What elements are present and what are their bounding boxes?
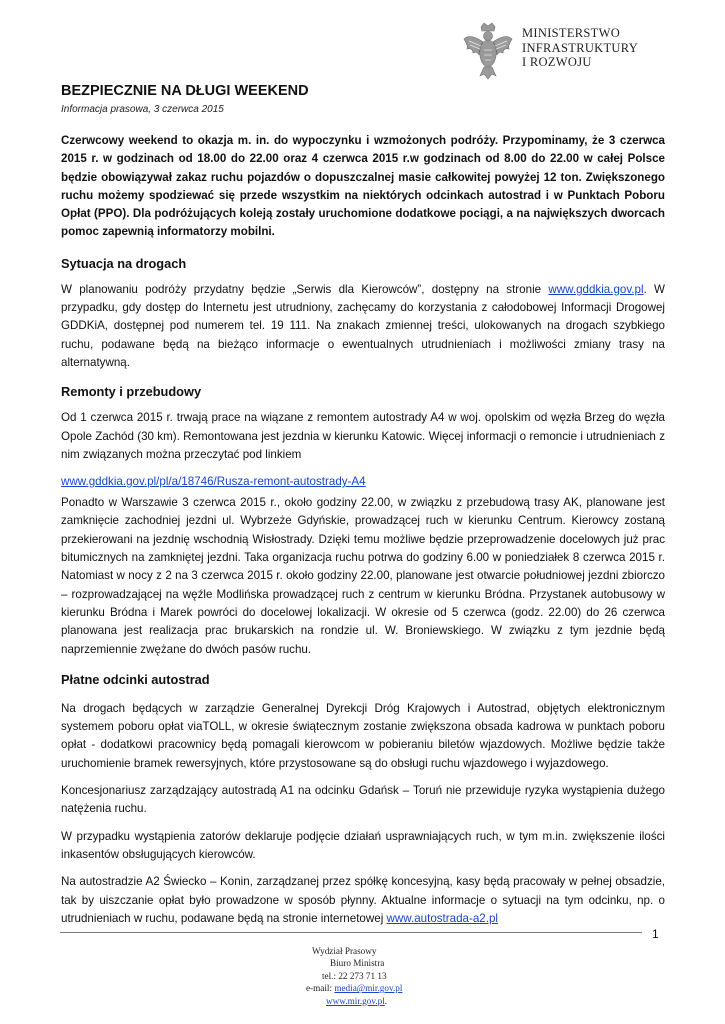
article-body	[61, 82, 665, 928]
website-link[interactable]: www.mir.gov.pl	[326, 995, 385, 1006]
footer-office: Biuro Ministra	[330, 958, 385, 969]
autostrada-a2-link[interactable]: www.autostrada-a2.pl	[386, 911, 498, 925]
heading-platne: Płatne odcinki autostrad	[61, 671, 210, 687]
paragraph-remonty-1: Od 1 czerwca 2015 r. trwają prace na wiązane z remontem autostrady A4 w woj. opolskim od węzła Brzeg do węzła Opole Zachód (30 km). Remontowana jest jezdnia w kierunku Katowic. Więcej informacji o remoncie i utrudnieniach z nim związanych można przeczytać pod linkiem	[61, 411, 665, 461]
page-title: BEZPIECZNIE NA DŁUGI WEEKEND	[61, 83, 309, 99]
paragraph-platne-4	[61, 873, 665, 928]
footer-email-line	[290, 982, 430, 994]
footer-department: Wydział Prasowy	[312, 946, 377, 956]
footer-contact	[290, 945, 430, 1007]
ministry-line-3: I ROZWOJU	[522, 55, 592, 69]
text-span: W planowaniu podróży przydatny będzie „Serwis dla Kierowców”, dostępny na stronie	[61, 282, 549, 296]
a4-remont-link[interactable]: www.gddkia.gov.pl/pl/a/18746/Rusza-remont-autostrady-A4	[61, 475, 366, 489]
footer-divider	[60, 932, 642, 933]
paragraph-remonty-2: Ponadto w Warszawie 3 czerwca 2015 r., około godziny 22.00, w związku z przebudową trasy AK, planowane jest zamknięcie zachodniej jezdni ul. Wybrzeże Gdyńskie, prowadzącej ruch w kierunku Centrum. Kierowcy zostaną przekierowani na jezdnię wschodnią Wisłostrady. Dzięki temu możliwe będzie przeprowadzenie docelowych już prac bitumicznych na zamkniętej jezdni. Taka organizacja ruchu potrwa do godziny 6.00 w poniedziałek 8 czerwca 2015 r. Natomiast w nocy z 2 na 3 czerwca 2015 r. około godziny 22.00, planowane jest otwarcie południowej jezdni zbiorczo – rozprowadzającej na węźle Modlińska prowadzącej ruch z centrum w kierunku Bródna. Przystanek autobusowy w kierunku Bródna i Marek powróci do docelowej lokalizacji. W okresie od 5 czerwca (godz. 22.00) do 26 czerwca planowana jest realizacja prac brukarskich na rondzie ul. W. Broniewskiego. W związku z tym jezdnie będą naprzemiennie zwężane do dwóch pasów ruchu.	[61, 496, 665, 656]
paragraph-platne-3: W przypadku wystąpienia zatorów deklaruje podjęcie działań usprawniających ruch, w tym m.in. zwiększenie ilości inkasentów obsługujących kierowców.	[61, 829, 665, 861]
ministry-logo	[462, 22, 652, 80]
ministry-line-1: MINISTERSTWO	[522, 26, 621, 40]
footer-website-line	[290, 995, 430, 1007]
email-link[interactable]: media@mir.gov.pl	[334, 983, 403, 994]
text-span: Na autostradzie A2 Świecko – Konin, zarządzanej przez spółkę koncesyjną, kasy będą pracowały w pełnej obsadzie, tak by uiszczanie opłat było prowadzone w sposób płynny. Aktualne informacje o sytuacji na tym odcinku, np. o utrudnieniach w ruchu, podawane będą na stronie internetowej	[61, 875, 665, 925]
paragraph-sytuacja	[61, 281, 665, 372]
website-suffix: .	[384, 995, 388, 1006]
heading-remonty: Remonty i przebudowy	[61, 384, 202, 400]
gddkia-link[interactable]: www.gddkia.gov.pl	[548, 282, 644, 296]
heading-sytuacja: Sytuacja na drogach	[61, 255, 187, 271]
lead-paragraph: Czerwcowy weekend to okazja m. in. do wypoczynku i wzmożonych podróży. Przypominamy, że 3 czerwca 2015 r. w godzinach od 18.00 do 22.00 oraz 4 czerwca 2015 r.w godzinach od 8.00 do 22.00 w całej Polsce będzie obowiązywał zakaz ruchu pojazdów o dopuszczalnej masie całkowitej powyżej 12 ton. Zwiększonego ruchu możemy spodziewać się przede wszystkim na niektórych odcinkach autostrad i w Punktach Poboru Opłat (PPO). Dla podróżujących koleją zostały uruchomione dodatkowe pociągi, a na największych dworcach pomoc zapewnią informatorzy mobilni.	[61, 134, 665, 239]
eagle-emblem-icon	[462, 22, 514, 80]
paragraph-platne-1: Na drogach będących w zarządzie Generalnej Dyrekcji Dróg Krajowych i Autostrad, objętych elektronicznym systemem poboru opłat viaTOLL, w okresie świątecznym zostanie zwiększona obsada kadrowa w punktach poboru opłat - dodatkowi pracownicy będą pomagali kierowcom w pobieraniu biletów wjazdowych. Możliwe będzie także uruchomienie bramek rewersyjnych, które przystosowane są do obsługi ruchu wjazdowego i wyjazdowego.	[61, 701, 665, 770]
ministry-line-2: INFRASTRUKTURY	[522, 40, 639, 55]
page-number: 1	[652, 927, 659, 941]
footer-phone: tel.: 22 273 71 13	[322, 970, 387, 981]
ministry-name	[522, 26, 638, 70]
email-label: e-mail:	[306, 983, 335, 994]
text-span: . W przypadku, gdy dostęp do Internetu jest utrudniony, zachęcamy do korzystania z całodobowej Informacji Drogowej GDDKiA, dostępnej pod numerem tel. 19 111. Na znakach zmiennej treści, ulokowanych na drogach szybkiego ruchu, podawane będą na bieżąco informacje o ewentualnych utrudnieniach i możliwości zmiany trasy na alternatywną.	[61, 282, 665, 369]
press-release-date: Informacja prasowa, 3 czerwca 2015	[61, 104, 224, 115]
paragraph-platne-2: Koncesjonariusz zarządzający autostradą A1 na odcinku Gdańsk – Toruń nie przewiduje ryzyka wystąpienia dużego natężenia ruchu.	[61, 784, 665, 816]
